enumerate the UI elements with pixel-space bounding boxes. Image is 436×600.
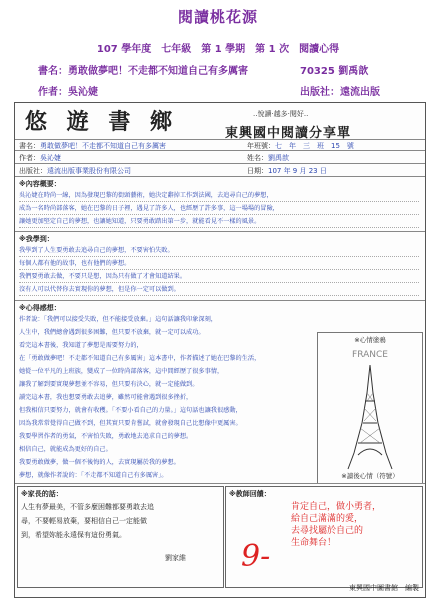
publisher-name: 遠流出版 <box>340 87 380 98</box>
sheet-name-row <box>247 153 289 163</box>
learned-line: 我們要勇敢去做，不要只是想，因為只有做了才會知道結果。 <box>19 273 187 280</box>
student-id-name: 70325 劉禹歆 <box>300 66 369 77</box>
summary-text <box>19 189 419 228</box>
summary-line: 讓她更加堅定自己的夢想，也讓她知道，只要勇敢踏出第一步，就能看見不一樣的風景。 <box>19 218 261 225</box>
teacher-label: ※教師回饋： <box>229 490 271 498</box>
sheet-author-row <box>19 153 61 163</box>
teacher-note <box>291 501 381 549</box>
divider <box>15 139 425 140</box>
sheet-name-label: 姓名： <box>247 154 268 162</box>
sheet-publisher-label: 出版社： <box>19 167 47 175</box>
doodle-box-footer: ※讀後心情（符號） <box>341 472 399 480</box>
feeling-label: ※心得感想： <box>19 304 61 312</box>
sheet-school-title: 東興國中閱讀分享單 <box>225 126 352 141</box>
sheet-author-label: 作者： <box>19 154 40 162</box>
feeling-line: 相信自己，就能成為更好的自己。 <box>19 446 112 453</box>
parent-line: 到，希望妳能永遠保有這份勇氣。 <box>21 531 126 539</box>
divider <box>15 176 425 177</box>
sheet-author-value: 吳沁婕 <box>40 154 61 162</box>
teacher-note-line: 肯定自己，做小勇者， <box>291 502 382 512</box>
book-title: 勇敢做夢吧！不走都不知道自己有多厲害 <box>68 66 248 77</box>
feeling-line: 但我相信只要努力，就會有收穫。「不要小看自己的力量。」這句話也讓我很感動， <box>19 407 242 414</box>
ruled-line <box>19 214 419 215</box>
parent-label: ※家長的話： <box>21 490 63 498</box>
ruled-line <box>19 269 419 270</box>
parent-signature: 劉家維 <box>165 554 186 562</box>
publisher-label: 出版社： <box>300 87 340 98</box>
eiffel-tower-drawing <box>318 343 422 473</box>
sheet-slogan: ..悅讀‧越多‧閱好.. <box>253 110 309 118</box>
term-line: 107 學年度 七年級 第 1 學期 第 1 次 閱讀心得 <box>96 44 340 55</box>
parent-line: 人生有夢最美，不管多麼困難都要勇敢去追 <box>21 503 154 511</box>
doodle-caption: FRANCE <box>352 350 388 360</box>
publisher-line <box>300 83 430 98</box>
divider <box>15 483 425 484</box>
teacher-note-line: 給自己滿滿的愛， <box>291 514 364 524</box>
summary-label: ※內容概要： <box>19 180 61 188</box>
feeling-text <box>19 313 314 482</box>
sheet-logo: 悠 遊 書 鄉 <box>25 109 178 135</box>
ruled-line <box>19 282 419 283</box>
divider <box>15 300 425 301</box>
sheet-date-value: 107 年 9 月 23 日 <box>268 167 327 175</box>
feeling-line: 讓我了解到要實現夢想並不容易，但只要有決心，就一定能做到。 <box>19 381 199 388</box>
divider <box>15 150 425 151</box>
doodle-box-title: ※心情塗鴉 <box>354 336 386 344</box>
sheet-date-row <box>247 166 327 176</box>
feeling-line: 夢想，就像作者說的：「不走都不知道自己有多厲害」。 <box>19 472 168 479</box>
learned-line: 我學到了人生要勇敢去追尋自己的夢想，不要害怕失敗。 <box>19 247 174 254</box>
sheet-book-value: 勇敢做夢吧！不走都不知道自己有多厲害 <box>40 142 166 150</box>
author-name: 吳沁婕 <box>68 87 98 98</box>
sheet-grade-value: 七 年 三 班 15 號 <box>275 142 354 150</box>
grade-mark: 9- <box>241 539 271 574</box>
sheet-date-label: 日期： <box>247 167 268 175</box>
library-stamp: 東興國中圖書館 編製 <box>349 584 419 592</box>
divider <box>15 163 425 164</box>
learned-line: 每個人都有他的故事，也有他們的夢想。 <box>19 260 131 267</box>
learned-line: 沒有人可以代替你去實現你的夢想，但是你一定可以做到。 <box>19 286 180 293</box>
teacher-note-line: 去尋找屬於自己的 <box>291 526 364 536</box>
book-line <box>38 62 278 77</box>
feeling-line: 我要學習作者的勇氣，不害怕失敗，勇敢地去追求自己的夢想。 <box>19 433 193 440</box>
author-line <box>38 83 238 98</box>
ruled-line <box>19 227 419 228</box>
feeling-line: 看完這本書後，我知道了夢想是需要努力的， <box>19 342 143 349</box>
feeling-line: 在「勇敢做夢吧！不走都不知道自己有多厲害」這本書中，作者描述了她在巴黎的生活， <box>19 355 261 362</box>
book-label: 書名： <box>38 66 68 77</box>
divider <box>15 231 425 232</box>
doodle-box <box>317 332 423 484</box>
summary-line: 成為一名時尚部落客，她在巴黎的日子裡，遇見了許多人，也經歷了許多事，這一場場的冒險， <box>19 205 279 212</box>
ruled-line <box>19 256 419 257</box>
ruled-line <box>19 295 419 296</box>
sheet-publisher-row <box>19 166 131 176</box>
ruled-line <box>19 201 419 202</box>
feeling-line: 讀完這本書，我也想要勇敢去追夢，雖然可能會遇到很多挫折， <box>19 394 193 401</box>
feeling-line: 她從一位平凡的上班族，變成了一位時尚部落客，這中間經歷了很多事情， <box>19 368 224 375</box>
sheet-grade-label: 年班號： <box>247 142 275 150</box>
reading-sheet <box>14 102 426 598</box>
parent-line: 尋，不要輕易放棄，要相信自己一定能做 <box>21 517 147 525</box>
page-title: 閱讀桃花源 <box>177 8 258 26</box>
learned-text <box>19 244 419 296</box>
parent-comment-text <box>21 500 219 542</box>
sheet-book-label: 書名： <box>19 142 40 150</box>
sheet-name-value: 劉禹歆 <box>268 154 289 162</box>
teacher-note-line: 生命舞台！ <box>291 538 337 548</box>
feeling-line: 作者說：「我們可以接受失敗，但不能接受放棄。」這句話讓我印象深刻， <box>19 316 217 323</box>
sheet-publisher-value: 遠流出版事業股份有限公司 <box>47 167 131 175</box>
summary-line: 吳沁婕在時尚一線，因為發現巴黎的街頭藝術，她決定辭掉工作到法國，去追尋自己的夢想， <box>19 192 273 199</box>
feeling-line: 我要勇敢做夢，做一個不後悔的人，去實現屬於我的夢想。 <box>19 459 180 466</box>
feeling-line: 人生中，我們總會遇到很多困難，但只要不放棄，就一定可以成功。 <box>19 329 205 336</box>
learned-label: ※我學到： <box>19 235 54 243</box>
feeling-line: 因為我常常覺得自己做不到，但其實只要肯嘗試，就會發現自己比想像中更厲害。 <box>19 420 242 427</box>
author-label: 作者： <box>38 87 68 98</box>
